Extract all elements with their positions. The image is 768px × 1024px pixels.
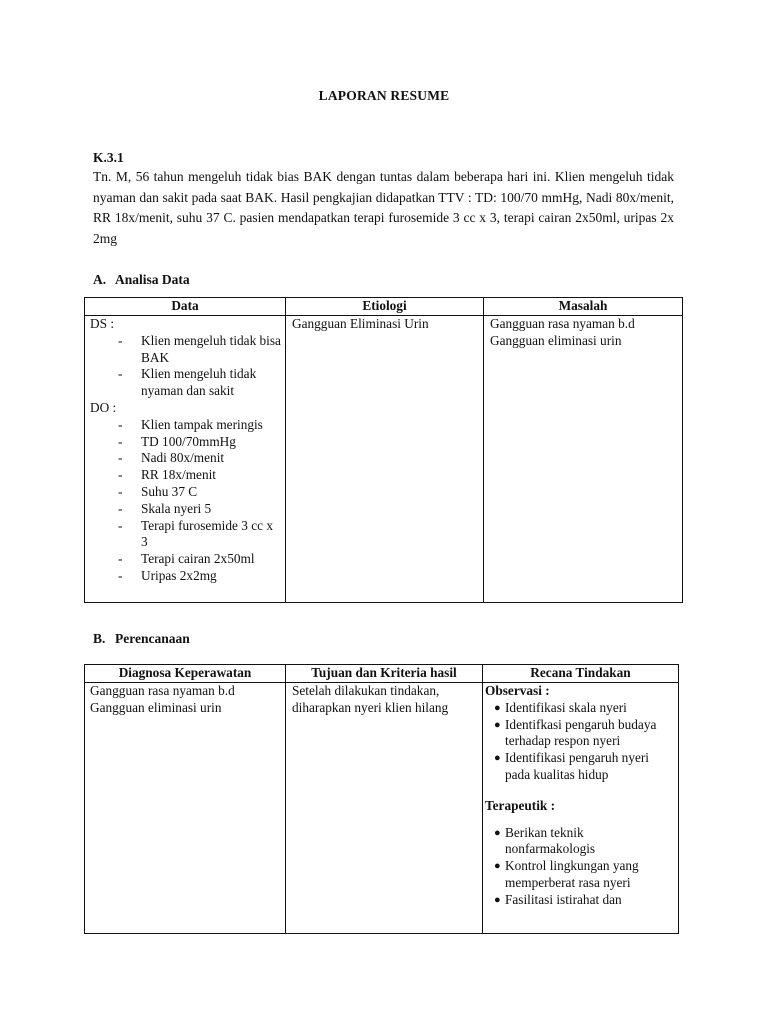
header-diagnosa: Diagnosa Keperawatan xyxy=(85,665,286,683)
do-item xyxy=(94,501,281,518)
masalah-line: Gangguan eliminasi urin xyxy=(490,332,622,348)
spacer xyxy=(485,784,674,798)
ds-list xyxy=(90,333,281,400)
etiologi-cell xyxy=(286,316,484,603)
bullet-marker: ● xyxy=(494,752,501,765)
table-header-row xyxy=(85,298,683,316)
bullet-marker: - xyxy=(118,517,123,533)
bullet-marker: - xyxy=(118,551,123,567)
header-tujuan: Tujuan dan Kriteria hasil xyxy=(286,665,483,683)
table-row xyxy=(85,316,683,603)
do-item-text: Suhu 37 C xyxy=(141,483,198,499)
do-item-text: Terapi furosemide 3 cc x 3 xyxy=(141,517,273,550)
terapeutik-item-text: Kontrol lingkungan yang memperberat rasa nyeri xyxy=(505,858,639,890)
observasi-item xyxy=(485,717,674,751)
do-list xyxy=(90,417,281,585)
ds-item xyxy=(94,333,281,367)
header-etiologi: Etiologi xyxy=(286,298,484,316)
masalah-line: Gangguan rasa nyaman b.d xyxy=(490,316,635,331)
ds-item-text: Klien mengeluh tidak nyaman dan sakit xyxy=(141,366,257,399)
bullet-marker: ● xyxy=(494,893,501,906)
do-item xyxy=(94,518,281,552)
data-cell xyxy=(85,316,286,603)
header-tindakan: Recana Tindakan xyxy=(483,665,679,683)
do-item-text: Nadi 80x/menit xyxy=(141,450,225,466)
case-id: K.3.1 xyxy=(93,150,124,165)
do-item-text: Skala nyeri 5 xyxy=(141,500,212,516)
tujuan-cell xyxy=(286,683,483,934)
do-item xyxy=(94,484,281,501)
header-data: Data xyxy=(85,298,286,316)
do-item xyxy=(94,568,281,585)
bullet-marker: - xyxy=(118,416,123,432)
do-label: DO : xyxy=(90,399,117,415)
observasi-item-text: Identifikasi skala nyeri xyxy=(505,699,627,715)
do-item-text: Terapi cairan 2x50ml xyxy=(141,551,255,567)
ds-label: DS : xyxy=(90,316,115,331)
document-title: LAPORAN RESUME xyxy=(318,88,450,103)
terapeutik-list xyxy=(485,825,674,909)
do-item-text: RR 18x/menit xyxy=(141,467,216,483)
section-b-heading xyxy=(93,631,190,647)
section-b-letter: B. xyxy=(93,631,106,646)
bullet-marker: ● xyxy=(494,860,501,873)
bullet-marker: - xyxy=(118,567,123,583)
diagnosa-cell xyxy=(85,683,286,934)
do-item xyxy=(94,551,281,568)
masalah-cell xyxy=(484,316,683,603)
section-a-title: Analisa Data xyxy=(115,272,190,287)
do-item-text: Uripas 2x2mg xyxy=(141,567,217,583)
section-b-title: Perencanaan xyxy=(115,631,190,646)
diagnosa-line: Gangguan eliminasi urin xyxy=(90,699,222,715)
bullet-marker: - xyxy=(118,450,123,466)
do-item xyxy=(94,434,281,451)
ds-item-text: Klien mengeluh tidak bisa BAK xyxy=(141,332,281,365)
tujuan-text: Setelah dilakukan tindakan, diharapkan nyeri klien hilang xyxy=(292,683,449,715)
bullet-marker: - xyxy=(118,500,123,516)
spacer xyxy=(485,815,674,825)
analisa-data-table xyxy=(84,297,683,603)
observasi-label: Observasi : xyxy=(485,683,550,698)
bullet-marker: - xyxy=(118,332,123,348)
bullet-marker: - xyxy=(118,433,123,449)
table-header-row xyxy=(85,665,679,683)
do-item xyxy=(94,417,281,434)
bullet-marker: - xyxy=(118,483,123,499)
terapeutik-item-text: Fasilitasi istirahat dan xyxy=(505,891,622,907)
section-a-letter: A. xyxy=(93,272,107,287)
do-item-text: Klien tampak meringis xyxy=(141,416,263,432)
perencanaan-table xyxy=(84,664,679,934)
tindakan-cell xyxy=(483,683,679,934)
do-item xyxy=(94,467,281,484)
terapeutik-item xyxy=(485,825,674,859)
observasi-item-text: Identifkasi pengaruh budaya terhadap respon nyeri xyxy=(505,716,657,749)
case-description: Tn. M, 56 tahun mengeluh tidak bias BAK dengan tuntas dalam beberapa hari ini. Klien mengeluh tidak nyaman dan sakit pada saat BAK. Hasil pengkajian didapatkan TTV : TD: 100/70 mmHg, Nadi 80x/menit, RR 18x/menit, suhu 37 C. pasien mendapatkan terapi furosemide 3 cc x 3, terapi cairan 2x50ml, uripas 2x 2mg xyxy=(93,169,674,246)
etiologi-text: Gangguan Eliminasi Urin xyxy=(292,316,429,331)
do-item-text: TD 100/70mmHg xyxy=(141,433,236,449)
bullet-marker: ● xyxy=(494,701,501,714)
diagnosa-line: Gangguan rasa nyaman b.d xyxy=(90,683,235,698)
observasi-item-text: Identifikasi pengaruh nyeri pada kualitas hidup xyxy=(505,750,649,782)
observasi-list xyxy=(485,700,674,784)
observasi-item xyxy=(485,700,674,717)
header-masalah: Masalah xyxy=(484,298,683,316)
bullet-marker: - xyxy=(118,366,123,382)
bullet-marker: ● xyxy=(494,826,501,839)
terapeutik-item xyxy=(485,892,674,909)
terapeutik-item xyxy=(485,858,674,892)
terapeutik-label: Terapeutik : xyxy=(485,797,556,813)
do-item xyxy=(94,450,281,467)
table-row xyxy=(85,683,679,934)
bullet-marker: - xyxy=(118,467,123,483)
ds-item xyxy=(94,366,281,400)
bullet-marker: ● xyxy=(494,718,501,731)
observasi-item xyxy=(485,750,674,784)
section-a-heading xyxy=(93,272,190,288)
terapeutik-item-text: Berikan teknik nonfarmakologis xyxy=(505,824,596,857)
